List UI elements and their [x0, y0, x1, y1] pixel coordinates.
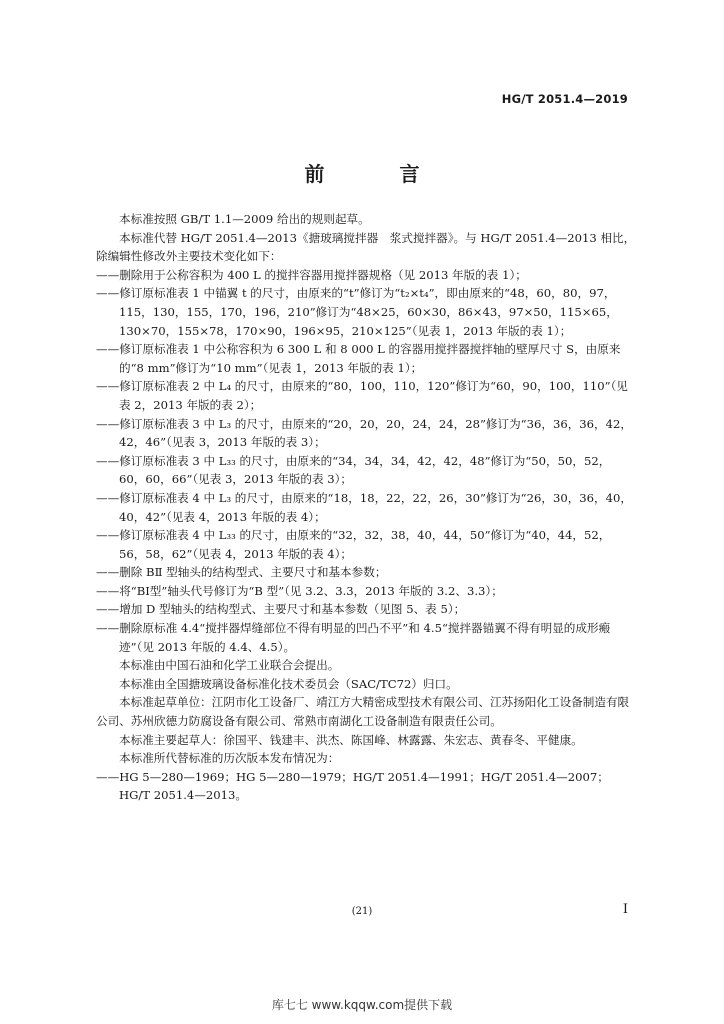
list-item: ——修订原标准表 3 中 L₃ 的尺寸，由原来的“20，20，20，24，24，28”修订为“36，36，36，42，42，46”（见表 3，2013 年版的表 3）； [96, 416, 632, 450]
list-item: ——增加 D 型轴头的结构型式、主要尺寸和基本参数（见图 5、表 5）； [96, 602, 466, 617]
page-title: 前 言 [304, 162, 454, 186]
list-item: ——删除 BⅡ 型轴头的结构型式、主要尺寸和基本参数； [96, 565, 387, 580]
list-item: ——修订原标准表 4 中 L₃₃ 的尺寸，由原来的“32，32，38，40，44，50”修订为“40，44，52，56，58，62”（见表 4，2013 年版的表 4）； [96, 528, 611, 561]
list-item: ——修订原标准表 1 中锚翼 t 的尺寸，由原来的“t”修订为“t₂×t₄”，即由原来的“48，60，80，97，115，130，155，170，196，210”修订为“48×25，60×30，86×43，97×50，115×65，130×70，155×78，170×90，196×95，210×125”（见表 1，2013 年版的表 1）； [96, 286, 618, 338]
list-item: ——删除原标准 4.4“搅拌器焊缝部位不得有明显的凹凸不平”和 4.5“搅拌器锚翼不得有明显的成形瘢迹”（见 2013 年版的 4.4、4.5）。 [96, 621, 611, 654]
roman-page-number: I [622, 902, 628, 917]
paragraph: 本标准起草单位：江阴市化工设备厂、靖江方大精密成型技术有限公司、江苏扬阳化工设备制造有限公司、苏州欣德力防腐设备有限公司、常熟市南湖化工设备制造有限责任公司。 [96, 695, 630, 729]
paragraph: 本标准主要起草人：徐国平、钱建丰、洪杰、陈国峰、林露露、朱宏志、黄春冬、平健康。 [119, 732, 583, 747]
standard-code: HG/T 2051.4—2019 [501, 92, 628, 106]
list-item: ——修订原标准表 4 中 L₃ 的尺寸，由原来的“18，18，22，22，26，30”修订为“26，30，36，40，40，42”（见表 4，2013 年版的表 4）； [96, 490, 632, 524]
list-item: ——删除用于公称容积为 400 L 的搅拌容器用搅拌器规格（见 2013 年版的表 1）； [96, 267, 527, 282]
paragraph: 本标准所代替标准的历次版本发布情况为： [119, 751, 340, 766]
list-item: ——修订原标准表 3 中 L₃₃ 的尺寸，由原来的“34，34，34，42，42，48”修订为“50，50，52，60，60，66”（见表 3，2013 年版的表 3）； [96, 453, 611, 487]
foreword-content [96, 210, 636, 805]
list-item: ——将“BⅠ型”轴头代号修订为“B 型”（见 3.2、3.3，2013 年版的 3.2、3.3）； [96, 583, 503, 598]
list-item: ——修订原标准表 2 中 L₄ 的尺寸，由原来的“80，100，110，120”修订为“60，90，100，110”（见表 2，2013 年版的表 2）； [96, 379, 628, 412]
page-number: (21) [351, 906, 373, 917]
history-list-item: ——HG 5—280—1969；HG 5—280—1979；HG/T 2051.4—1991；HG/T 2051.4—2007；HG/T 2051.4—2013。 [96, 769, 609, 803]
download-watermark: 库七七 www.kqqw.com提供下载 [271, 998, 453, 1012]
paragraph: 本标准由中国石油和化学工业联合会提出。 [119, 658, 340, 673]
paragraph: 本标准代替 HG/T 2051.4—2013《搪玻璃搅拌器 浆式搅拌器》。与 HG/T 2051.4—2013 相比，除编辑性修改外主要技术变化如下： [96, 230, 636, 264]
list-item: ——修订原标准表 1 中公称容积为 6 300 L 和 8 000 L 的容器用搅拌器搅拌轴的壁厚尺寸 S，由原来的“8 mm”修订为“10 mm”（见表 1，2013 年版的表 1）； [96, 342, 621, 375]
paragraph: 本标准由全国搪玻璃设备标准化技术委员会（SAC/TC72）归口。 [119, 676, 458, 691]
paragraph: 本标准按照 GB/T 1.1—2009 给出的规则起草。 [119, 212, 370, 226]
